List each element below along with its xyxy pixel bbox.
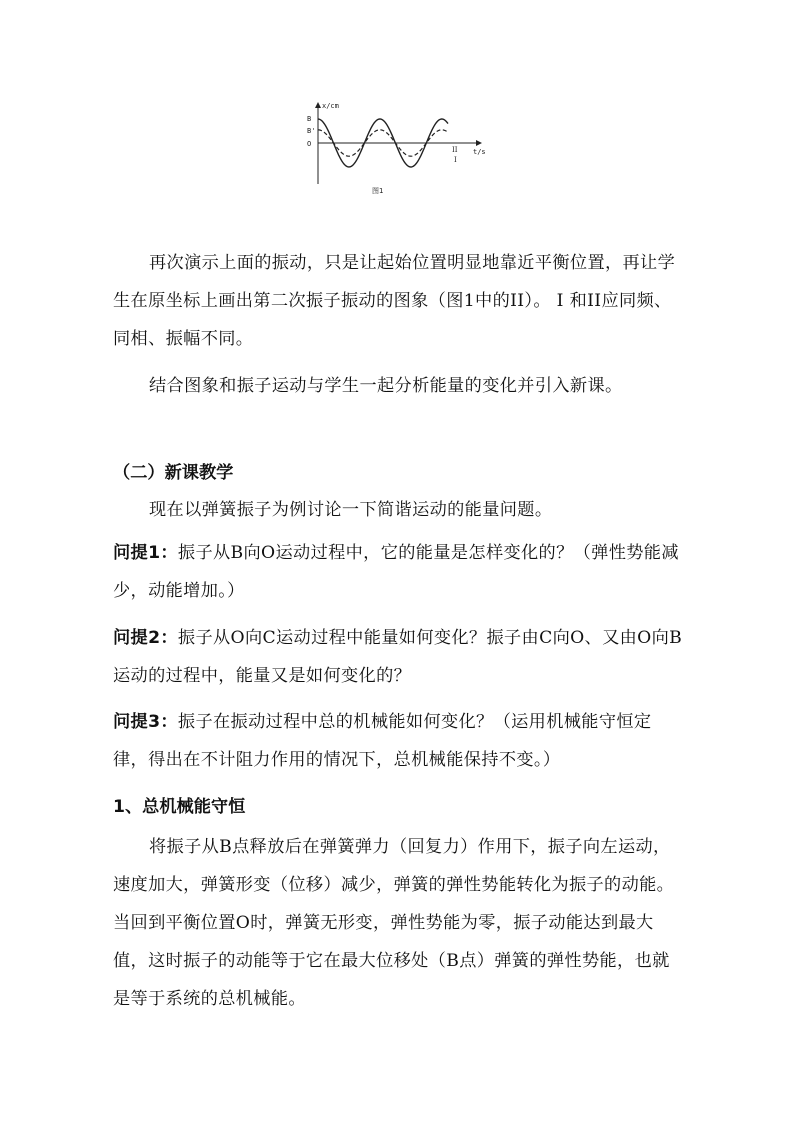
y-tick-b: B bbox=[307, 115, 312, 123]
question-3-label: 问提3： bbox=[113, 712, 178, 732]
paragraph-energy: 将振子从B点释放后在弹簧弹力（回复力）作用下，振子向左运动，速度加大，弹簧形变（位移）减少，弹簧的弹性势能转化为振子的动能。当回到平衡位置O时，弹簧无形变，弹性势能为零，振子动能达到最大值，这时振子的动能等于它在最大位移处（B点）弹簧的弹性势能，也就是等于系统的总机械能。 bbox=[113, 837, 675, 1009]
question-1 bbox=[113, 534, 685, 610]
subheading-energy-conservation: 1、总机械能守恒 bbox=[113, 797, 246, 817]
vibration-graph-figure bbox=[300, 96, 500, 201]
section-title: （二）新课教学 bbox=[113, 463, 234, 483]
paragraph-intro: 现在以弹簧振子为例讨论一下简谐运动的能量问题。 bbox=[149, 500, 553, 520]
curve-label-ii: II bbox=[452, 146, 458, 154]
paragraph-demo: 再次演示上面的振动，只是让起始位置明显地靠近平衡位置，再让学生在原坐标上画出第二次振子振动的图象（图1中的II）。 I 和II应同频、同相、振幅不同。 bbox=[113, 253, 676, 349]
x-axis-arrow bbox=[476, 140, 482, 146]
y-tick-o: O bbox=[307, 140, 312, 148]
question-1-label: 问提1： bbox=[113, 543, 178, 563]
curve-label-i: I bbox=[454, 156, 457, 164]
paragraph-analysis: 结合图象和振子运动与学生一起分析能量的变化并引入新课。 bbox=[149, 376, 623, 396]
figure-caption: 图1 bbox=[372, 187, 384, 195]
y-tick-b-prime: B' bbox=[307, 127, 316, 135]
y-axis-label: x/cm bbox=[322, 102, 339, 110]
question-2-text: 振子从O向C运动过程中能量如何变化？振子由C向O、又由O向B运动的过程中，能量又是如何变化的？ bbox=[113, 628, 683, 686]
question-2-label: 问提2： bbox=[113, 628, 178, 648]
question-3-text: 振子在振动过程中总的机械能如何变化？（运用机械能守恒定律，得出在不计阻力作用的情况下，总机械能保持不变。） bbox=[113, 712, 652, 770]
y-axis-arrow bbox=[315, 102, 321, 108]
question-3 bbox=[113, 703, 685, 779]
x-axis-label: t/s bbox=[473, 148, 486, 156]
question-1-text: 振子从B向O运动过程中，它的能量是怎样变化的？（弹性势能减少，动能增加。） bbox=[113, 543, 679, 601]
question-2 bbox=[113, 619, 685, 695]
